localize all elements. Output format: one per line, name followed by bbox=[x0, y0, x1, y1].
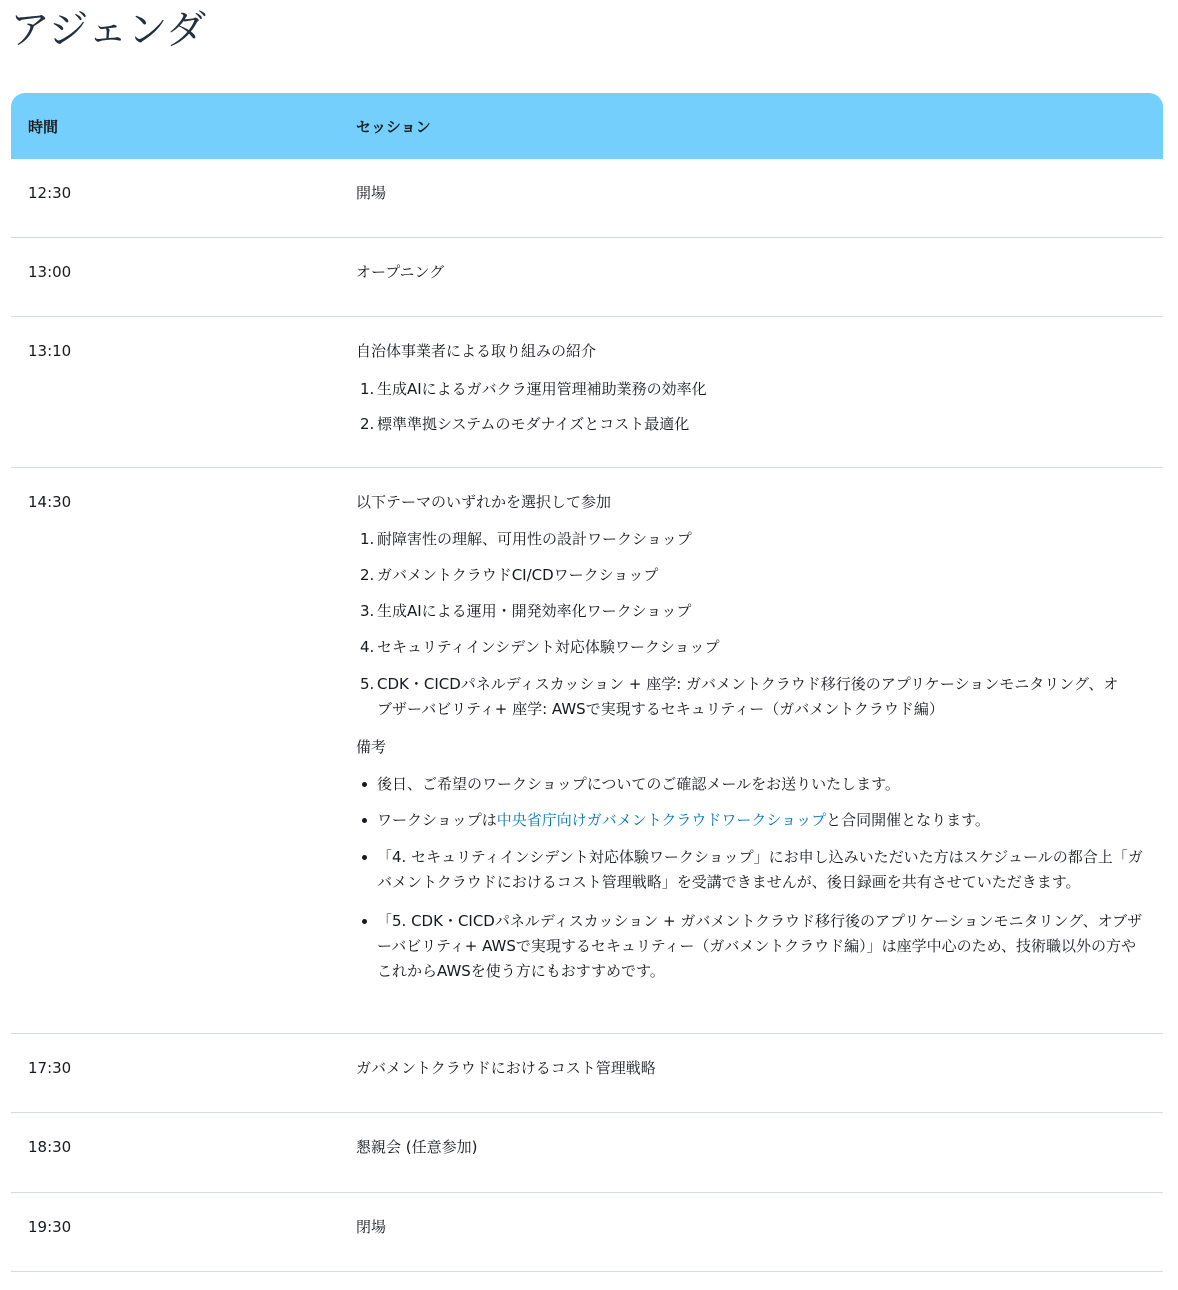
list-item-text: 耐障害性の理解、可用性の設計ワークショップ bbox=[377, 530, 692, 548]
table-row bbox=[11, 1193, 1163, 1272]
list-item: 1. 耐障害性の理解、可用性の設計ワークショップ bbox=[360, 530, 692, 548]
row-session: 開場 bbox=[356, 184, 387, 202]
note-text: ワークショップは bbox=[377, 811, 497, 829]
list-item-text: 標準準拠システムのモダナイズとコスト最適化 bbox=[377, 415, 690, 433]
note-text: 「5. CDK・CICDパネルディスカッション + ガバメントクラウド移行後のアプリケーションモニタリング、オブザーバビリティ+ AWSで実現するセキュリティー（ガバメントクラウド編）」は座学中心のため、技術職以外の方やこれからAWSを使う方にもおすすめです。 bbox=[377, 912, 1143, 980]
note-item bbox=[356, 773, 1145, 795]
list-item-text: 生成AIによるガバクラ運用管理補助業務の効率化 bbox=[377, 380, 707, 398]
row-session: 懇親会 (任意参加) bbox=[356, 1138, 478, 1156]
table-row bbox=[11, 159, 1163, 238]
row-session: 自治体事業者による取り組みの紹介 bbox=[356, 342, 597, 360]
list-item: 3. 生成AIによる運用・開発効率化ワークショップ bbox=[360, 602, 692, 620]
note-item bbox=[356, 809, 1145, 831]
list-item-text: ガバメントクラウドCI/CDワークショップ bbox=[377, 566, 659, 584]
bullet-icon bbox=[362, 818, 367, 823]
row-session: ガバメントクラウドにおけるコスト管理戦略 bbox=[356, 1059, 656, 1077]
row-session: オープニング bbox=[356, 263, 445, 281]
row-time: 12:30 bbox=[28, 184, 72, 202]
table-row bbox=[11, 468, 1163, 1034]
session-list bbox=[356, 378, 1145, 435]
row-session: 以下テーマのいずれかを選択して参加 bbox=[356, 493, 612, 511]
list-item: 2. ガバメントクラウドCI/CDワークショップ bbox=[360, 566, 659, 584]
agenda-table bbox=[11, 93, 1163, 1272]
note-text: 後日、ご希望のワークショップについてのご確認メールをお送りいたします。 bbox=[377, 775, 900, 793]
note-text: と合同開催となります。 bbox=[826, 811, 990, 829]
table-row bbox=[11, 317, 1163, 468]
list-item-text: 生成AIによる運用・開発効率化ワークショップ bbox=[377, 602, 692, 620]
note-text: 「4. セキュリティインシデント対応体験ワークショップ」にお申し込みいただいた方はスケジュールの都合上「ガバメントクラウドにおけるコスト管理戦略」を受講できませんが、後日録画を共有させていただきます。 bbox=[377, 848, 1143, 891]
list-item: 1. 生成AIによるガバクラ運用管理補助業務の効率化 bbox=[360, 380, 707, 398]
header-session: セッション bbox=[356, 117, 431, 136]
list-item-text: セキュリティインシデント対応体験ワークショップ bbox=[377, 638, 720, 656]
list-item: 2. 標準準拠システムのモダナイズとコスト最適化 bbox=[360, 415, 690, 433]
row-session-cell bbox=[356, 317, 1163, 467]
row-time: 13:00 bbox=[28, 263, 72, 281]
table-row bbox=[11, 1034, 1163, 1113]
header-time: 時間 bbox=[28, 117, 59, 136]
notes-list bbox=[356, 773, 1145, 984]
table-header bbox=[11, 93, 1163, 159]
note-item bbox=[356, 909, 1145, 984]
row-time: 17:30 bbox=[28, 1059, 72, 1077]
note-item bbox=[356, 845, 1145, 895]
row-session-cell bbox=[356, 468, 1163, 1033]
page-title: アジェンダ bbox=[10, 7, 206, 53]
session-list bbox=[356, 528, 1145, 722]
row-time: 14:30 bbox=[28, 493, 72, 511]
row-session: 閉場 bbox=[356, 1218, 387, 1236]
row-time: 13:10 bbox=[28, 342, 72, 360]
workshop-link[interactable]: 中央省庁向けガバメントクラウドワークショップ bbox=[496, 811, 827, 829]
list-item-text: CDK・CICDパネルディスカッション + 座学: ガバメントクラウド移行後のアプリケーションモニタリング、オブザーバビリティ+ 座学: AWSで実現するセキュリティー（ガバメントクラウド編） bbox=[377, 675, 1119, 718]
table-row bbox=[11, 1113, 1163, 1193]
bullet-icon bbox=[362, 855, 367, 860]
bullet-icon bbox=[362, 782, 367, 787]
row-time: 19:30 bbox=[28, 1218, 72, 1236]
list-item: 5. CDK・CICDパネルディスカッション + 座学: ガバメントクラウド移行後のアプリケーションモニタリング、オブザーバビリティ+ 座学: AWSで実現するセキュリティー（ガバメントクラウド編） bbox=[360, 675, 1119, 718]
row-time: 18:30 bbox=[28, 1138, 72, 1156]
notes-title: 備考 bbox=[356, 738, 387, 756]
list-item: 4. セキュリティインシデント対応体験ワークショップ bbox=[360, 638, 720, 656]
table-row bbox=[11, 238, 1163, 317]
bullet-icon bbox=[362, 919, 367, 924]
